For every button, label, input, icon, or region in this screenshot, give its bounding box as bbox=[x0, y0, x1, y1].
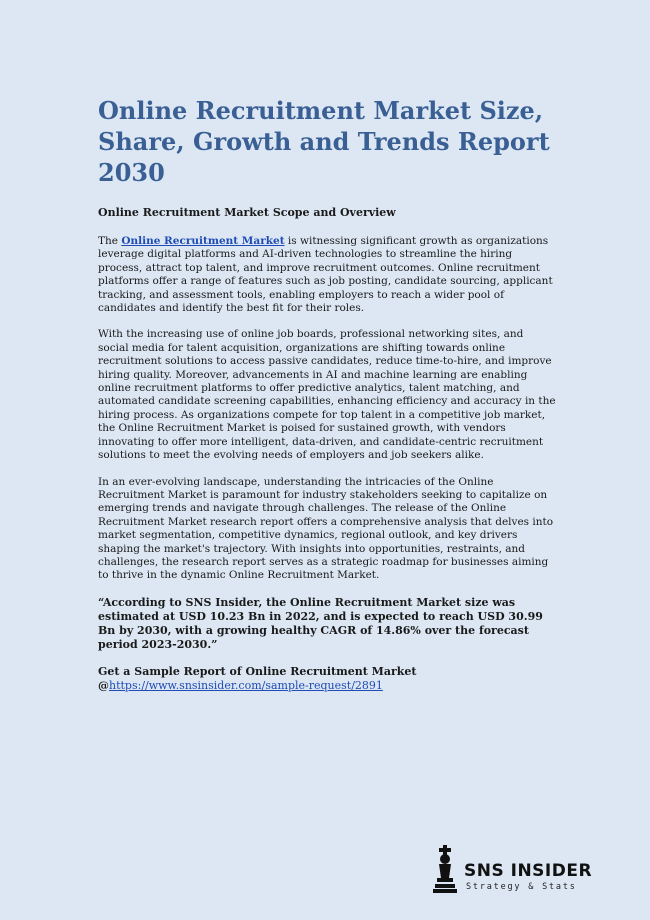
intro-text: is witnessing significant growth as organizations leverage digital platforms and AI-driven technologies to streamline the hiring process, attract top talent, and improve recruitment outcomes. Online recruitment platforms offer a range of features such as job posting, candidate sourcing, applicant tracking, and assessment tools, enabling employers to reach a wider pool of candidates and identify the best fit for their roles. bbox=[98, 235, 553, 315]
document-body bbox=[98, 95, 556, 693]
paragraph-landscape: In an ever-evolving landscape, understanding the intricacies of the Online Recruitment Market is paramount for industry stakeholders seeking to capitalize on emerging trends and navigate through challenges. The release of the Online Recruitment Market research report offers a comprehensive analysis that delves into market segmentation, competitive dynamics, regional outlook, and key drivers shaping the market's trajectory. With insights into opportunities, restraints, and challenges, the research report serves as a strategic roadmap for businesses aiming to thrive in the dynamic Online Recruitment Market. bbox=[98, 475, 554, 582]
chess-king-icon bbox=[430, 844, 460, 894]
section-heading: Online Recruitment Market Scope and Overview bbox=[98, 206, 396, 219]
market-link[interactable]: Online Recruitment Market bbox=[121, 235, 285, 247]
sample-report-block bbox=[98, 665, 556, 693]
paragraph-growth: With the increasing use of online job boards, professional networking sites, and social media for talent acquisition, organizations are shifting towards online recruitment solutions to access passive candidates, reduce time-to-hire, and improve hiring quality. Moreover, advancements in AI and machine learning are enabling online recruitment platforms to offer predictive analytics, talent matching, and automated candidate screening capabilities, enhancing efficiency and accuracy in the hiring process. As organizations compete for top talent in a competitive job market, the Online Recruitment Market is poised for sustained growth, with vendors innovating to offer more intelligent, data-driven, and candidate-centric recruitment solutions to meet the evolving needs of employers and job seekers alike. bbox=[98, 328, 556, 462]
sample-at-sign: @ bbox=[98, 678, 109, 692]
page-title: Online Recruitment Market Size, Share, Growth and Trends Report 2030 bbox=[98, 96, 550, 187]
intro-prefix: The bbox=[98, 235, 122, 247]
paragraph-intro bbox=[98, 235, 556, 315]
sns-insider-logo bbox=[430, 844, 593, 894]
sample-request-link[interactable]: https://www.snsinsider.com/sample-request/2891 bbox=[109, 678, 383, 692]
logo-tagline: Strategy & Stats bbox=[466, 882, 577, 892]
market-size-quote: “According to SNS Insider, the Online Recruitment Market size was estimated at USD 10.23 Bn in 2022, and is expected to reach USD 30.99 Bn by 2030, with a growing healthy CAGR of 14.86% over the forecast period 2023-2030.” bbox=[98, 595, 543, 651]
logo-name: SNS INSIDER bbox=[464, 861, 593, 881]
sample-report-label: Get a Sample Report of Online Recruitment Market bbox=[98, 664, 417, 678]
